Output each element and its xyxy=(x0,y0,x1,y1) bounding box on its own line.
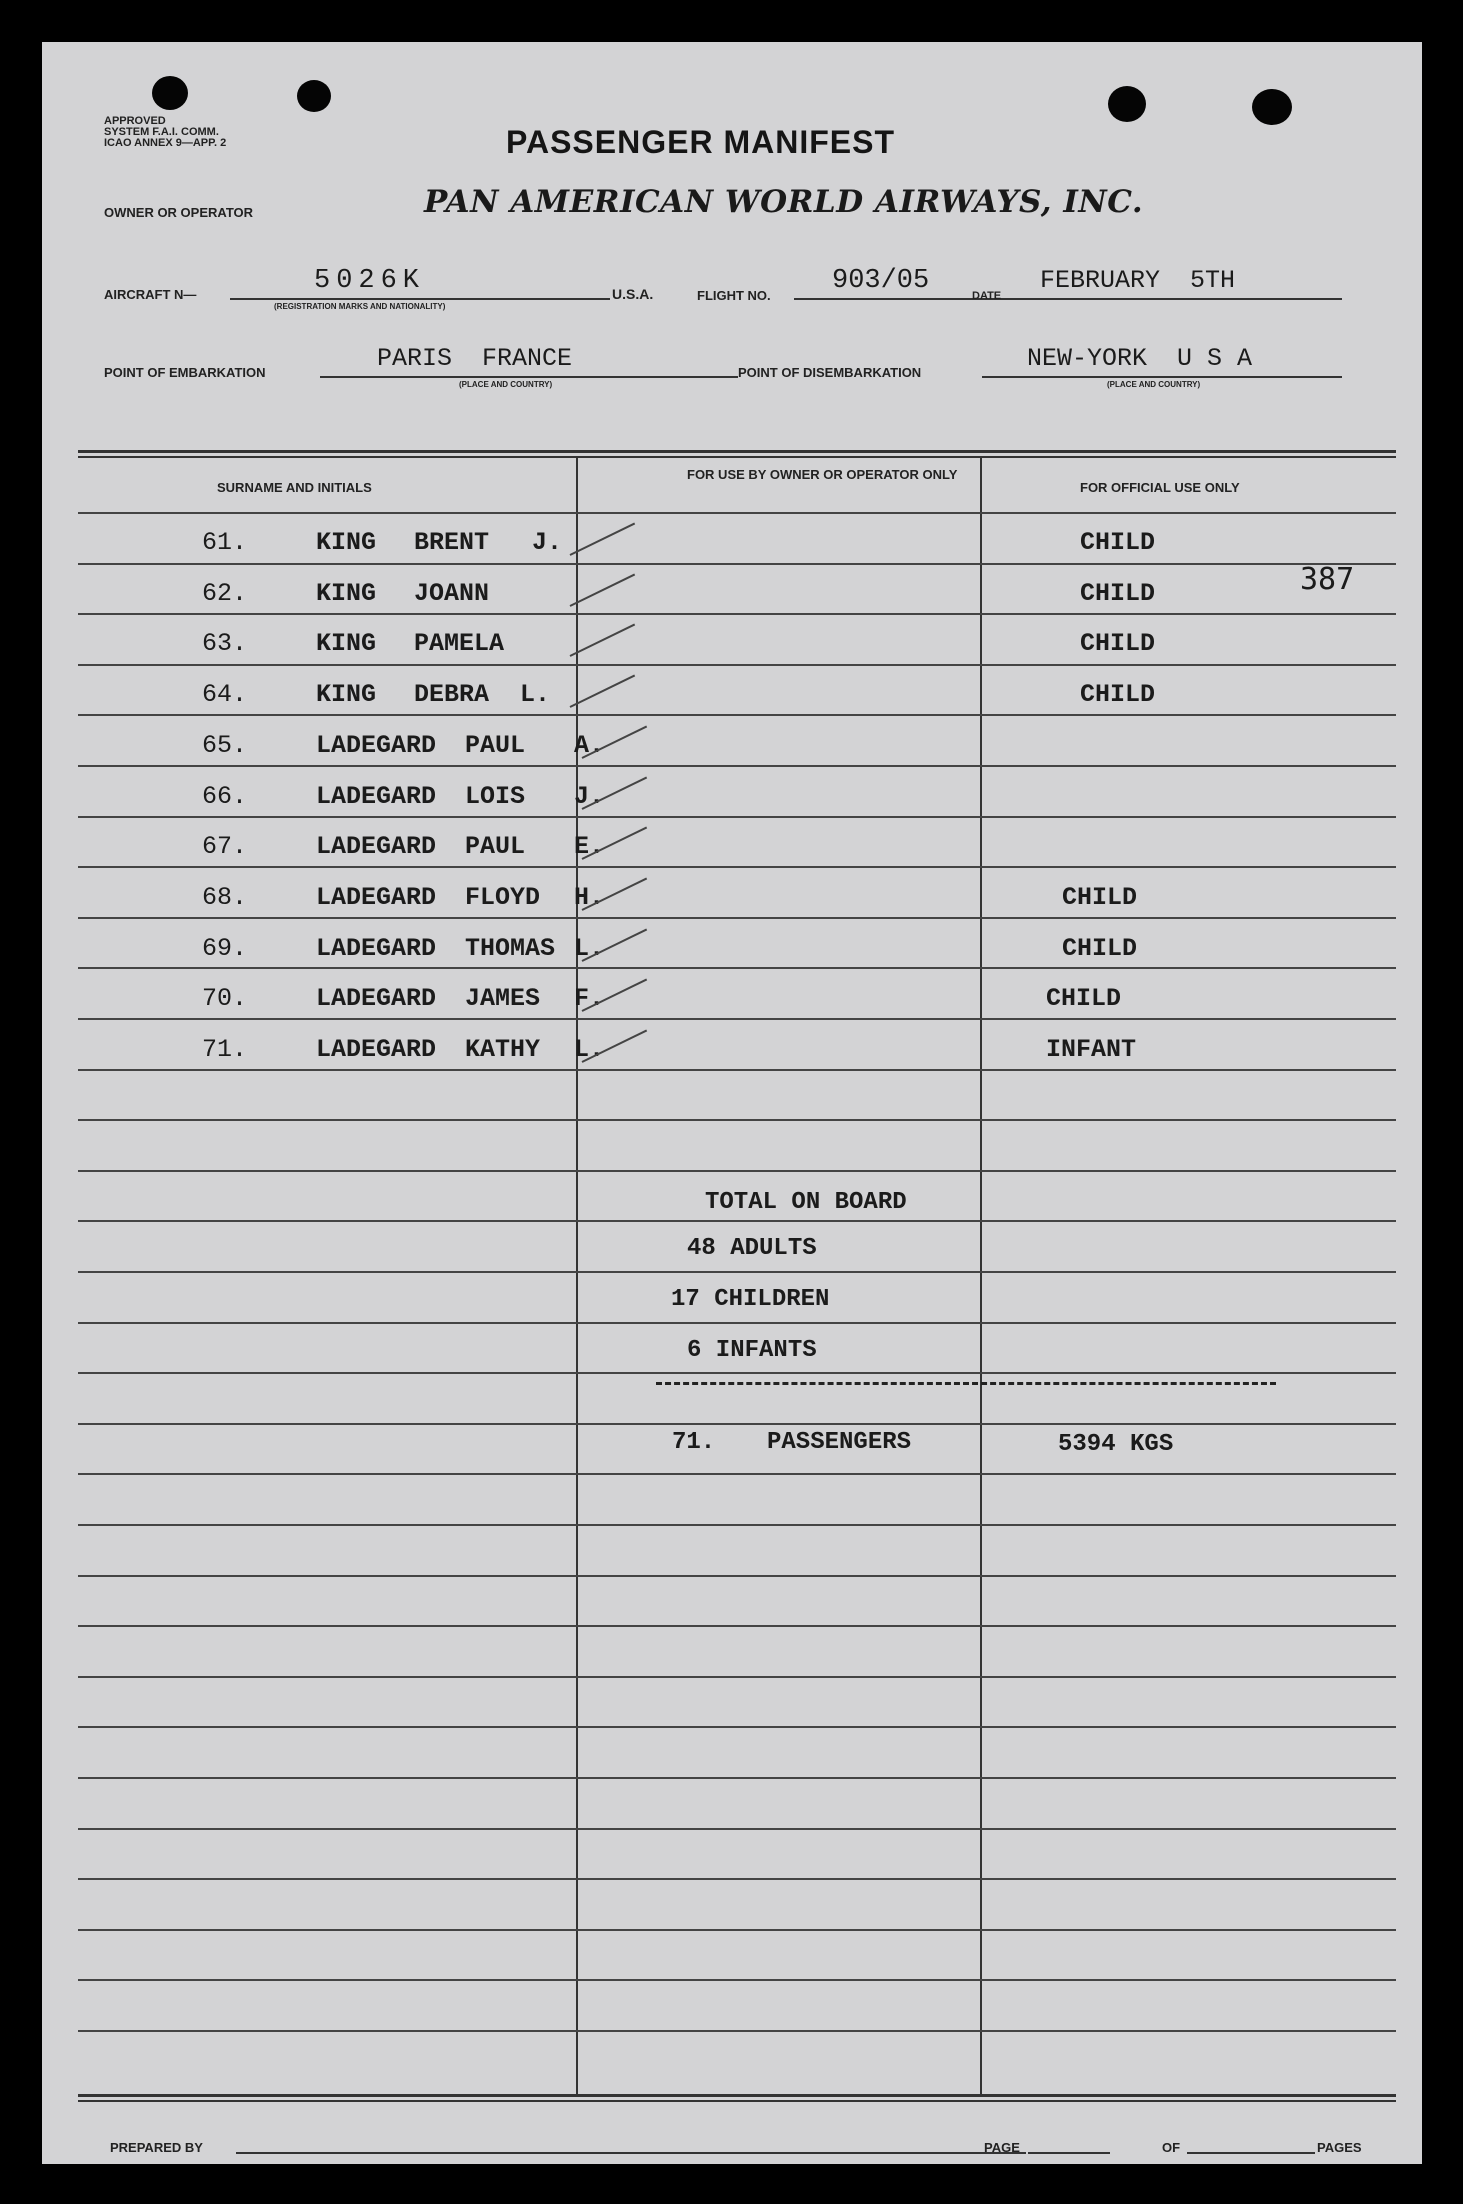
passenger-given-name: PAUL xyxy=(465,832,526,861)
totals-dashed-rule xyxy=(656,1382,1276,1385)
page-number: 387 xyxy=(1300,562,1355,597)
owner-label: OWNER OR OPERATOR xyxy=(104,205,254,220)
passenger-surname: LADEGARD xyxy=(316,731,437,760)
owner-value: PAN AMERICAN WORLD AIRWAYS, INC. xyxy=(424,184,1144,220)
checkmark-icon xyxy=(570,624,636,657)
official-use-value: CHILD xyxy=(1062,883,1138,912)
table-row xyxy=(42,934,1422,984)
passenger-initial: A. xyxy=(574,731,605,760)
aircraft-caption: (REGISTRATION MARKS AND NATIONALITY) xyxy=(274,302,446,311)
official-use-value: INFANT xyxy=(1046,1035,1137,1064)
disembark-value: NEW-YORK U S A xyxy=(1027,344,1253,373)
passenger-surname: LADEGARD xyxy=(316,934,437,963)
passenger-number: 66. xyxy=(202,782,248,811)
passenger-initial: L. xyxy=(574,934,605,963)
official-use-value: CHILD xyxy=(1080,579,1156,608)
passenger-number: 62. xyxy=(202,579,248,608)
passenger-initial: F. xyxy=(574,984,605,1013)
aircraft-value: 5026K xyxy=(314,266,426,296)
table-top-rule xyxy=(78,450,1396,453)
disembark-caption: (PLACE AND COUNTRY) xyxy=(1107,380,1201,389)
ruled-line xyxy=(78,1929,1396,1931)
passenger-number: 70. xyxy=(202,984,248,1013)
totals-passengers-label: PASSENGERS xyxy=(767,1429,912,1456)
passenger-given-name: KATHY xyxy=(465,1035,541,1064)
table-top-rule xyxy=(78,456,1396,458)
punch-hole-icon xyxy=(152,76,188,110)
ruled-line xyxy=(78,1473,1396,1475)
totals-children: 17 CHILDREN xyxy=(671,1286,830,1313)
totals-adults: 48 ADULTS xyxy=(687,1235,817,1262)
passenger-initial: L. xyxy=(574,1035,605,1064)
ruled-line xyxy=(78,1271,1396,1273)
checkmark-icon xyxy=(570,574,636,607)
table-row xyxy=(42,680,1422,730)
table-row xyxy=(42,782,1422,832)
punch-hole-icon xyxy=(1252,89,1292,125)
embark-underline xyxy=(320,376,738,378)
of-label: OF xyxy=(1162,2140,1181,2155)
ruled-line xyxy=(78,1372,1396,1374)
ruled-line xyxy=(78,1979,1396,1981)
passenger-initial: H. xyxy=(574,883,605,912)
passenger-surname: LADEGARD xyxy=(316,883,437,912)
date-value: FEBRUARY 5TH xyxy=(1040,266,1236,295)
flight-label: FLIGHT NO. xyxy=(697,288,771,303)
passenger-number: 69. xyxy=(202,934,248,963)
ruled-line xyxy=(78,1575,1396,1577)
checkmark-icon xyxy=(570,675,636,708)
ruled-line xyxy=(78,1777,1396,1779)
ruled-line xyxy=(78,1828,1396,1830)
ruled-line xyxy=(78,1322,1396,1324)
passenger-initial: J. xyxy=(574,782,605,811)
official-use-value: CHILD xyxy=(1046,984,1122,1013)
pages-label: PAGES xyxy=(1317,2140,1362,2155)
ruled-line xyxy=(78,1220,1396,1222)
embark-label: POINT OF EMBARKATION xyxy=(104,365,266,380)
table-row xyxy=(42,832,1422,882)
flight-value: 903/05 xyxy=(832,266,930,296)
ruled-line xyxy=(78,2030,1396,2032)
official-use-value: CHILD xyxy=(1062,934,1138,963)
table-bottom-rule xyxy=(78,2100,1396,2102)
passenger-surname: LADEGARD xyxy=(316,832,437,861)
prepared-by-underline xyxy=(236,2152,1026,2154)
ruled-line xyxy=(78,1726,1396,1728)
manifest-sheet xyxy=(42,42,1422,2164)
table-bottom-rule xyxy=(78,2094,1396,2097)
embark-value: PARIS FRANCE xyxy=(377,344,573,373)
passenger-number: 71. xyxy=(202,1035,248,1064)
totals-heading: TOTAL ON BOARD xyxy=(705,1189,907,1216)
passenger-given-name: PAMELA xyxy=(414,629,505,658)
punch-hole-icon xyxy=(1108,86,1146,122)
ruled-line xyxy=(78,1625,1396,1627)
passenger-given-name: THOMAS xyxy=(465,934,556,963)
table-row xyxy=(42,579,1422,629)
passenger-initial: J. xyxy=(532,528,563,557)
passenger-given-name: BRENT xyxy=(414,528,490,557)
column-header-surname: SURNAME AND INITIALS xyxy=(217,480,372,495)
date-underline xyxy=(1012,298,1342,300)
passenger-number: 63. xyxy=(202,629,248,658)
totals-weight: 5394 KGS xyxy=(1058,1431,1174,1458)
punch-hole-icon xyxy=(297,80,331,112)
checkmark-icon xyxy=(570,523,636,556)
ruled-line xyxy=(78,1423,1396,1425)
passenger-given-name: DEBRA xyxy=(414,680,490,709)
table-row xyxy=(42,1035,1422,1085)
official-use-value: CHILD xyxy=(1080,629,1156,658)
passenger-surname: KING xyxy=(316,579,377,608)
passenger-initial: L. xyxy=(520,680,551,709)
table-row xyxy=(42,528,1422,578)
passenger-given-name: LOIS xyxy=(465,782,526,811)
country-label: U.S.A. xyxy=(612,286,654,302)
passenger-surname: KING xyxy=(316,680,377,709)
table-row xyxy=(42,731,1422,781)
column-header-official-use: FOR OFFICIAL USE ONLY xyxy=(1080,480,1240,495)
column-header-owner-use: FOR USE BY OWNER OR OPERATOR ONLY xyxy=(687,467,958,482)
page-label: PAGE xyxy=(984,2140,1020,2155)
passenger-surname: KING xyxy=(316,528,377,557)
official-use-value: CHILD xyxy=(1080,528,1156,557)
passenger-given-name: FLOYD xyxy=(465,883,541,912)
prepared-by-label: PREPARED BY xyxy=(110,2140,203,2155)
table-row xyxy=(42,984,1422,1034)
ruled-line xyxy=(78,1524,1396,1526)
approval-line: ICAO ANNEX 9—APP. 2 xyxy=(104,137,227,149)
approval-stamp xyxy=(104,116,226,149)
ruled-line xyxy=(78,512,1396,514)
approval-line: APPROVED xyxy=(104,115,166,127)
passenger-number: 68. xyxy=(202,883,248,912)
date-label: DATE xyxy=(972,290,1002,302)
page-underline xyxy=(1028,2152,1110,2154)
passenger-surname: LADEGARD xyxy=(316,782,437,811)
aircraft-label: AIRCRAFT N— xyxy=(104,287,197,302)
totals-infants: 6 INFANTS xyxy=(687,1337,817,1364)
embark-caption: (PLACE AND COUNTRY) xyxy=(459,380,553,389)
passenger-surname: LADEGARD xyxy=(316,1035,437,1064)
passenger-surname: KING xyxy=(316,629,377,658)
disembark-label: POINT OF DISEMBARKATION xyxy=(738,365,922,380)
table-row xyxy=(42,883,1422,933)
of-underline xyxy=(1187,2152,1315,2154)
totals-passengers-count: 71. xyxy=(672,1429,716,1456)
ruled-line xyxy=(78,1170,1396,1172)
aircraft-underline xyxy=(230,298,610,300)
ruled-line xyxy=(78,1878,1396,1880)
passenger-given-name: JAMES xyxy=(465,984,541,1013)
passenger-number: 61. xyxy=(202,528,248,557)
ruled-line xyxy=(78,1676,1396,1678)
passenger-surname: LADEGARD xyxy=(316,984,437,1013)
passenger-number: 67. xyxy=(202,832,248,861)
passenger-initial: E. xyxy=(574,832,605,861)
passenger-number: 65. xyxy=(202,731,248,760)
passenger-number: 64. xyxy=(202,680,248,709)
approval-line: SYSTEM F.A.I. COMM. xyxy=(104,126,219,138)
passenger-given-name: JOANN xyxy=(414,579,490,608)
table-row xyxy=(42,629,1422,679)
ruled-line xyxy=(78,1119,1396,1121)
official-use-value: CHILD xyxy=(1080,680,1156,709)
disembark-underline xyxy=(982,376,1342,378)
passenger-given-name: PAUL xyxy=(465,731,526,760)
page-title: PASSENGER MANIFEST xyxy=(506,124,895,160)
